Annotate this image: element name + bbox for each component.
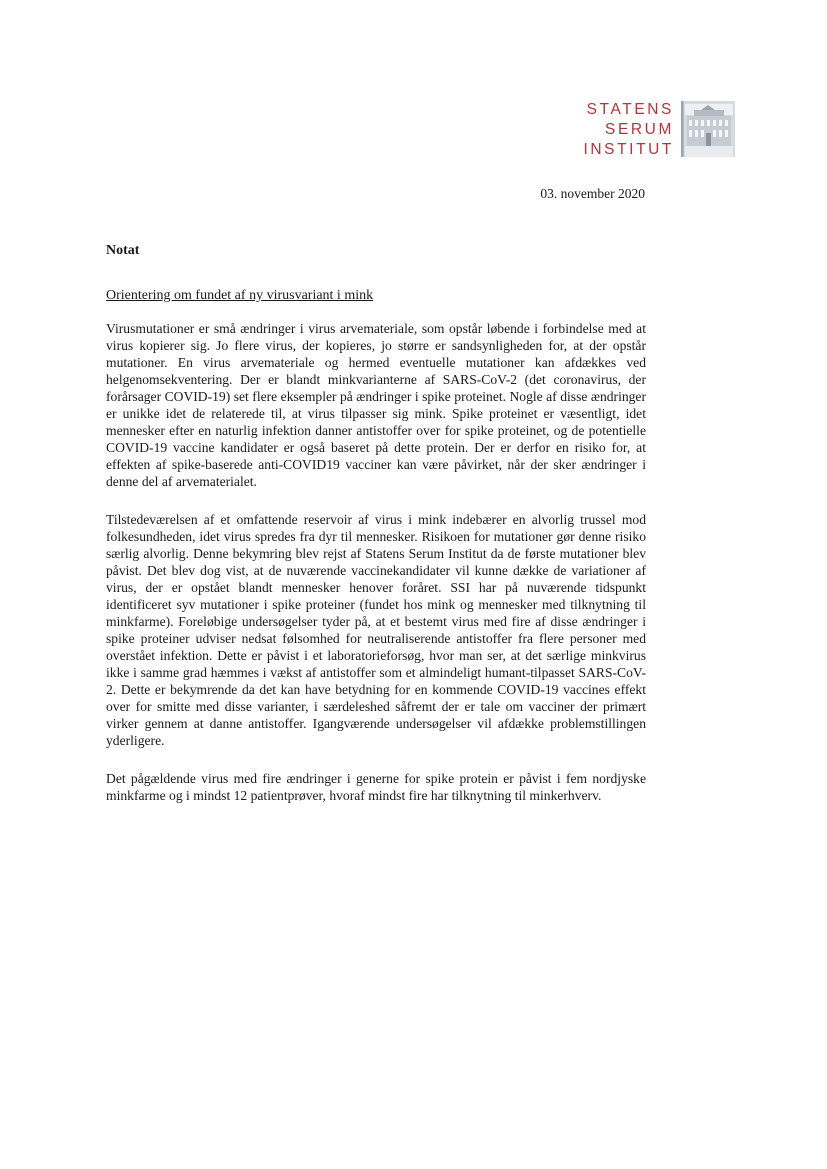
document-subject: Orientering om fundet af ny virusvariant i mink	[106, 288, 374, 303]
ssi-logo	[560, 100, 740, 160]
document-date: 03. november 2020	[540, 186, 645, 201]
paragraph-mutations-intro: Virusmutationer er små ændringer i virus arvemateriale, som opstår løbende i forbindelse med at virus kopierer sig. Jo flere virus, der kopieres, jo større er sandsynligheden for, at der opstår mutationer. En virus arvemateriale og hermed eventuelle mutationer kan afdækkes ved helgenomsekventering. Der er blandt minkvarianterne af SARS-CoV-2 (det coronavirus, der forårsager COVID-19) set flere eksempler på ændringer i spike proteinet. Nogle af disse ændringer er unikke idet de relaterede til, at virus tilpasser sig mink. Spike proteinet er væsentligt, idet mennesker efter en naturlig infektion danner antistoffer over for spike proteinet, og de potentielle COVID-19 vaccine kandidater er også baseret på dette protein. Der er derfor en risiko for, at effekten af spike-baserede anti-COVID19 vacciner kan være påvirket, når der sker ændringer i denne del af arvematerialet.	[106, 321, 646, 489]
document-body	[106, 320, 646, 825]
logo-wordmark	[583, 100, 674, 160]
building-emblem-icon	[681, 101, 735, 157]
paragraph-findings: Det pågældende virus med fire ændringer i generne for spike protein er påvist i fem nordjyske minkfarme og i mindst 12 patientprøver, hvoraf mindst fire har tilknytning til minkerhverv.	[106, 771, 646, 803]
document-type: Notat	[106, 243, 140, 258]
logo-line-institut: INSTITUT	[583, 141, 674, 158]
paragraph-mink-reservoir: Tilstedeværelsen af et omfattende reservoir af virus i mink indebærer en alvorlig trussel mod folkesundheden, idet virus spredes fra dyr til mennesker. Risikoen for mutationer gør denne risiko særlig alvorlig. Denne bekymring blev rejst af Statens Serum Institut da de første mutationer blev påvist. Det blev dog vist, at de nuværende vaccinekandidater vil kunne dække de variationer af virus, der er opstået blandt mennesker henover foråret. SSI har på nuværende tidspunkt identificeret syv mutationer i spike proteiner (fundet hos mink og mennesker med tilknytning til minkfarme). Foreløbige undersøgelser tyder på, at et bestemt virus med fire af disse ændringer i spike proteiner udviser nedsat følsomhed for neutraliserende antistoffer fra flere personer med overstået infektion. Dette er påvist i et laboratorieforsøg, hvor man ser, at det særlige minkvirus ikke i samme grad hæmmes i vækst af antistoffer som et almindeligt humant-tilpasset SARS-CoV-2. Dette er bekymrende da det kan have betydning for en kommende COVID-19 vaccines effekt over for smitte med disse varianter, i særdeleshed såfremt der er tale om vacciner der primært virker gennem at danne antistoffer. Igangværende undersøgelser vil afdække problemstillingen yderligere.	[106, 512, 646, 748]
logo-line-serum: SERUM	[605, 121, 674, 138]
logo-line-statens: STATENS	[586, 101, 674, 118]
